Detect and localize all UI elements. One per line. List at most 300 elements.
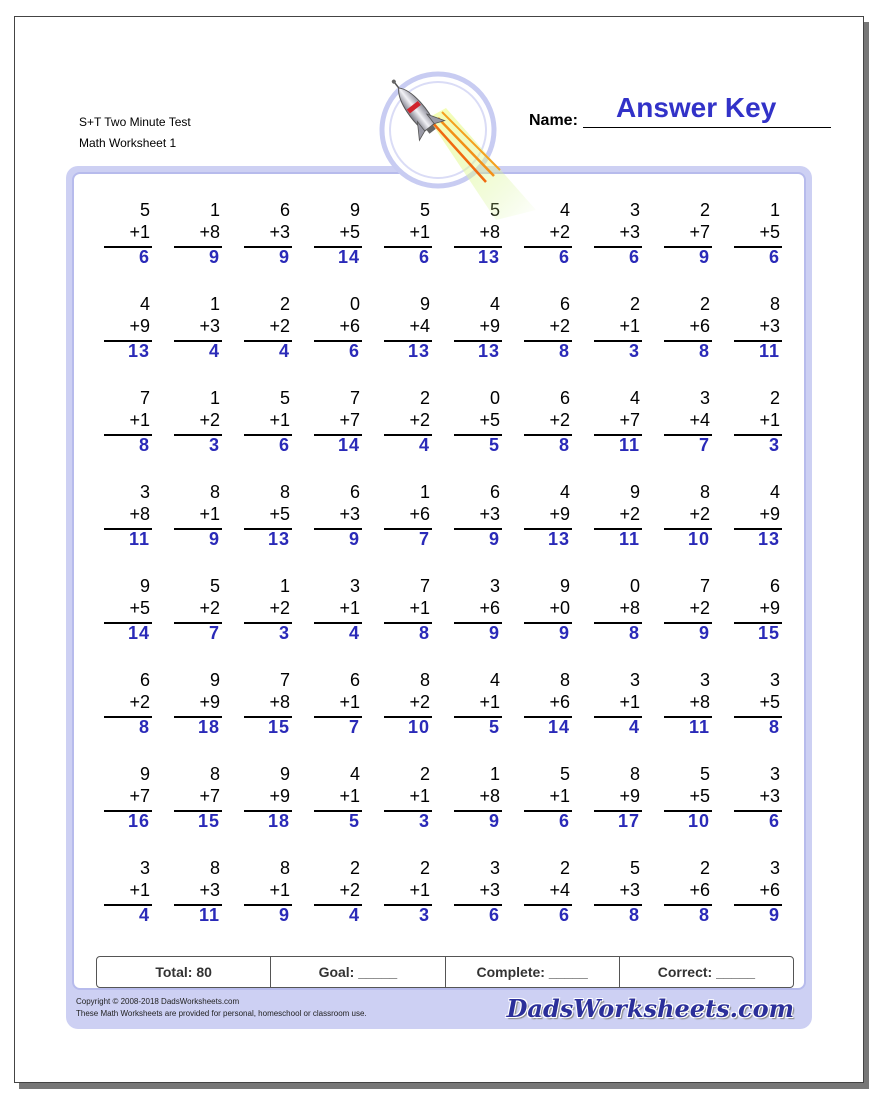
addend-top: 9 xyxy=(139,576,150,596)
answer-line xyxy=(244,716,292,718)
answer: 14 xyxy=(547,717,570,737)
addend-top: 3 xyxy=(769,858,780,878)
answer: 6 xyxy=(558,247,570,267)
math-problem xyxy=(732,200,792,280)
answer-line xyxy=(734,810,782,812)
problems-panel xyxy=(66,166,812,1029)
addend-top: 1 xyxy=(209,388,220,408)
answer-line xyxy=(734,340,782,342)
answer: 4 xyxy=(138,905,150,925)
addend-bottom: +5 xyxy=(689,786,710,806)
addend-top: 4 xyxy=(629,388,640,408)
addend-top: 4 xyxy=(489,670,500,690)
addend-top: 9 xyxy=(139,764,150,784)
math-problem xyxy=(732,576,792,656)
answer-line xyxy=(594,434,642,436)
math-problem xyxy=(102,576,162,656)
copyright-line: Copyright © 2008-2018 DadsWorksheets.com xyxy=(76,997,240,1006)
addend-bottom: +7 xyxy=(199,786,220,806)
answer-line xyxy=(174,810,222,812)
answer: 11 xyxy=(128,529,150,549)
addend-bottom: +6 xyxy=(549,692,570,712)
answer: 7 xyxy=(208,623,220,643)
math-problem xyxy=(102,764,162,844)
complete-field: Complete: _____ xyxy=(446,957,620,987)
addend-bottom: +1 xyxy=(269,410,290,430)
addend-top: 6 xyxy=(279,200,290,220)
answer: 6 xyxy=(278,435,290,455)
addend-top: 4 xyxy=(489,294,500,314)
answer: 6 xyxy=(488,905,500,925)
addend-top: 4 xyxy=(349,764,360,784)
addend-top: 6 xyxy=(769,576,780,596)
answer: 4 xyxy=(348,905,360,925)
answer-line xyxy=(174,340,222,342)
addend-bottom: +9 xyxy=(619,786,640,806)
addend-top: 9 xyxy=(559,576,570,596)
math-problem xyxy=(172,764,232,844)
answer: 4 xyxy=(418,435,430,455)
answer-line xyxy=(594,716,642,718)
answer: 8 xyxy=(628,623,640,643)
addend-bottom: +1 xyxy=(339,786,360,806)
answer: 5 xyxy=(348,811,360,831)
math-problem xyxy=(452,294,512,374)
answer: 13 xyxy=(477,247,500,267)
answer: 6 xyxy=(558,811,570,831)
addend-bottom: +3 xyxy=(339,504,360,524)
name-label: Name: xyxy=(529,112,578,129)
addend-bottom: +7 xyxy=(689,222,710,242)
addend-bottom: +3 xyxy=(199,316,220,336)
answer: 9 xyxy=(698,623,710,643)
addend-top: 2 xyxy=(279,294,290,314)
answer: 8 xyxy=(698,905,710,925)
answer-line xyxy=(734,528,782,530)
answer-line xyxy=(104,340,152,342)
answer: 9 xyxy=(768,905,780,925)
answer: 3 xyxy=(418,811,430,831)
addend-top: 9 xyxy=(209,670,220,690)
math-problem xyxy=(102,670,162,750)
addend-bottom: +6 xyxy=(409,504,430,524)
answer-line xyxy=(594,246,642,248)
math-problem xyxy=(312,764,372,844)
addend-bottom: +9 xyxy=(129,316,150,336)
answer: 6 xyxy=(628,247,640,267)
addend-bottom: +4 xyxy=(549,880,570,900)
math-problem xyxy=(172,294,232,374)
addend-bottom: +1 xyxy=(549,786,570,806)
answer-line xyxy=(174,904,222,906)
addend-top: 3 xyxy=(489,576,500,596)
answer-line xyxy=(454,434,502,436)
math-problem xyxy=(172,200,232,280)
answer: 6 xyxy=(768,811,780,831)
answer-line xyxy=(384,716,432,718)
answer-line xyxy=(594,622,642,624)
addend-bottom: +8 xyxy=(199,222,220,242)
addend-top: 4 xyxy=(559,200,570,220)
answer-line xyxy=(104,246,152,248)
math-problem xyxy=(522,294,582,374)
addend-top: 3 xyxy=(349,576,360,596)
answer-line xyxy=(384,622,432,624)
total-count: Total: 80 xyxy=(97,957,271,987)
addend-top: 5 xyxy=(559,764,570,784)
answer: 4 xyxy=(278,341,290,361)
math-problem xyxy=(172,576,232,656)
addend-top: 7 xyxy=(139,388,150,408)
addend-bottom: +1 xyxy=(129,410,150,430)
math-problem xyxy=(382,764,442,844)
math-problem xyxy=(662,482,722,562)
addend-top: 6 xyxy=(559,294,570,314)
addend-top: 9 xyxy=(629,482,640,502)
answer: 8 xyxy=(628,905,640,925)
answer-line xyxy=(664,340,712,342)
answer-line xyxy=(314,622,362,624)
answer: 9 xyxy=(208,247,220,267)
addend-top: 1 xyxy=(489,764,500,784)
answer: 3 xyxy=(768,435,780,455)
math-problem xyxy=(382,670,442,750)
addend-top: 3 xyxy=(699,388,710,408)
answer-line xyxy=(524,716,572,718)
addend-bottom: +3 xyxy=(199,880,220,900)
addend-top: 2 xyxy=(419,764,430,784)
addend-bottom: +6 xyxy=(689,880,710,900)
addend-bottom: +8 xyxy=(689,692,710,712)
name-line xyxy=(583,127,831,128)
answer: 13 xyxy=(477,341,500,361)
math-problem xyxy=(592,858,652,938)
answer-line xyxy=(244,810,292,812)
math-problem xyxy=(662,200,722,280)
addend-top: 2 xyxy=(419,858,430,878)
answer: 17 xyxy=(617,811,640,831)
addend-bottom: +3 xyxy=(479,504,500,524)
answer-line xyxy=(664,716,712,718)
answer: 11 xyxy=(618,529,640,549)
math-problem xyxy=(242,200,302,280)
addend-top: 4 xyxy=(769,482,780,502)
addend-bottom: +5 xyxy=(339,222,360,242)
addend-top: 8 xyxy=(629,764,640,784)
addend-bottom: +1 xyxy=(759,410,780,430)
addend-bottom: +2 xyxy=(689,598,710,618)
math-problem xyxy=(662,388,722,468)
answer: 16 xyxy=(127,811,150,831)
math-problem xyxy=(732,858,792,938)
math-problem xyxy=(522,576,582,656)
math-problem xyxy=(522,858,582,938)
answer-line xyxy=(664,246,712,248)
addend-bottom: +9 xyxy=(269,786,290,806)
answer: 11 xyxy=(758,341,780,361)
math-problem xyxy=(382,482,442,562)
answer-line xyxy=(314,716,362,718)
answer-line xyxy=(314,246,362,248)
math-problem xyxy=(242,858,302,938)
addend-top: 7 xyxy=(349,388,360,408)
addend-bottom: +8 xyxy=(269,692,290,712)
addend-top: 8 xyxy=(209,482,220,502)
math-problem xyxy=(102,200,162,280)
usage-line: These Math Worksheets are provided for personal, homeschool or classroom use. xyxy=(76,1009,367,1018)
math-problem xyxy=(732,294,792,374)
addend-top: 6 xyxy=(559,388,570,408)
answer: 4 xyxy=(628,717,640,737)
answer-line xyxy=(594,340,642,342)
problem-grid xyxy=(74,174,804,988)
answer-line xyxy=(384,246,432,248)
math-problem xyxy=(242,670,302,750)
addend-top: 9 xyxy=(419,294,430,314)
addend-top: 4 xyxy=(559,482,570,502)
answer-line xyxy=(244,904,292,906)
addend-top: 8 xyxy=(419,670,430,690)
addend-bottom: +2 xyxy=(269,316,290,336)
addend-bottom: +1 xyxy=(199,504,220,524)
answer-line xyxy=(594,904,642,906)
answer-line xyxy=(174,528,222,530)
math-problem xyxy=(172,670,232,750)
answer-line xyxy=(664,528,712,530)
answer-line xyxy=(454,904,502,906)
math-problem xyxy=(732,670,792,750)
addend-top: 3 xyxy=(629,670,640,690)
addend-bottom: +8 xyxy=(479,222,500,242)
addend-bottom: +8 xyxy=(479,786,500,806)
answer: 5 xyxy=(488,717,500,737)
answer: 8 xyxy=(418,623,430,643)
math-problem xyxy=(312,482,372,562)
addend-bottom: +4 xyxy=(409,316,430,336)
math-problem xyxy=(242,294,302,374)
addend-bottom: +2 xyxy=(689,504,710,524)
addend-bottom: +8 xyxy=(619,598,640,618)
answer-line xyxy=(734,716,782,718)
math-problem xyxy=(452,388,512,468)
answer-line xyxy=(664,622,712,624)
answer-line xyxy=(524,340,572,342)
addend-top: 8 xyxy=(279,858,290,878)
addend-bottom: +2 xyxy=(409,410,430,430)
goal-field: Goal: _____ xyxy=(271,957,445,987)
math-problem xyxy=(522,764,582,844)
answer: 4 xyxy=(208,341,220,361)
answer: 13 xyxy=(547,529,570,549)
answer: 11 xyxy=(618,435,640,455)
answer: 11 xyxy=(198,905,220,925)
addend-bottom: +1 xyxy=(619,692,640,712)
addend-top: 1 xyxy=(209,200,220,220)
answer-line xyxy=(454,246,502,248)
addend-top: 2 xyxy=(349,858,360,878)
addend-bottom: +3 xyxy=(759,786,780,806)
math-problem xyxy=(592,200,652,280)
answer: 9 xyxy=(488,529,500,549)
math-problem xyxy=(382,858,442,938)
addend-top: 3 xyxy=(699,670,710,690)
answer: 8 xyxy=(558,341,570,361)
answer-line xyxy=(384,434,432,436)
math-problem xyxy=(732,764,792,844)
answer-line xyxy=(314,904,362,906)
answer-line xyxy=(104,434,152,436)
answer-line xyxy=(174,622,222,624)
answer: 13 xyxy=(267,529,290,549)
addend-top: 3 xyxy=(769,670,780,690)
answer: 6 xyxy=(138,247,150,267)
math-problem xyxy=(592,388,652,468)
math-problem xyxy=(522,670,582,750)
answer: 9 xyxy=(698,247,710,267)
correct-field: Correct: _____ xyxy=(657,964,756,980)
worksheet-subtitle: Math Worksheet 1 xyxy=(79,136,177,150)
addend-top: 5 xyxy=(629,858,640,878)
answer-line xyxy=(244,622,292,624)
answer: 10 xyxy=(687,529,710,549)
math-problem xyxy=(312,858,372,938)
addend-bottom: +6 xyxy=(479,598,500,618)
addend-top: 5 xyxy=(279,388,290,408)
addend-top: 8 xyxy=(209,858,220,878)
answer: 8 xyxy=(768,717,780,737)
answer: 15 xyxy=(197,811,220,831)
addend-top: 7 xyxy=(279,670,290,690)
answer: 3 xyxy=(208,435,220,455)
answer-line xyxy=(244,528,292,530)
answer: 8 xyxy=(138,717,150,737)
addend-bottom: +2 xyxy=(619,504,640,524)
addend-bottom: +2 xyxy=(549,222,570,242)
worksheet-title: S+T Two Minute Test xyxy=(79,115,191,129)
answer-line xyxy=(314,340,362,342)
addend-bottom: +1 xyxy=(409,222,430,242)
answer: 6 xyxy=(768,247,780,267)
math-problem xyxy=(452,576,512,656)
addend-bottom: +1 xyxy=(409,598,430,618)
answer-line xyxy=(244,340,292,342)
addend-bottom: +1 xyxy=(339,692,360,712)
math-problem xyxy=(592,294,652,374)
addend-bottom: +1 xyxy=(339,598,360,618)
addend-bottom: +2 xyxy=(549,410,570,430)
answer: 8 xyxy=(698,341,710,361)
math-problem xyxy=(522,388,582,468)
math-problem xyxy=(452,764,512,844)
addend-top: 8 xyxy=(769,294,780,314)
answer-line xyxy=(454,528,502,530)
answer: 11 xyxy=(688,717,710,737)
addend-bottom: +5 xyxy=(479,410,500,430)
answer-line xyxy=(314,528,362,530)
addend-bottom: +0 xyxy=(549,598,570,618)
addend-top: 3 xyxy=(139,858,150,878)
answer-line xyxy=(104,528,152,530)
addend-top: 7 xyxy=(419,576,430,596)
addend-bottom: +9 xyxy=(199,692,220,712)
math-problem xyxy=(102,482,162,562)
answer-line xyxy=(384,340,432,342)
addend-bottom: +2 xyxy=(549,316,570,336)
addend-bottom: +7 xyxy=(619,410,640,430)
addend-bottom: +3 xyxy=(479,880,500,900)
addend-top: 8 xyxy=(209,764,220,784)
addend-top: 0 xyxy=(349,294,360,314)
answer: 13 xyxy=(757,529,780,549)
answer-line xyxy=(104,810,152,812)
math-problem xyxy=(732,388,792,468)
copyright xyxy=(76,996,367,1020)
answer: 7 xyxy=(348,717,360,737)
math-problem xyxy=(312,294,372,374)
answer: 9 xyxy=(488,623,500,643)
math-problem xyxy=(662,858,722,938)
answer: 10 xyxy=(687,811,710,831)
addend-bottom: +5 xyxy=(129,598,150,618)
rocket-icon xyxy=(376,70,546,220)
addend-top: 6 xyxy=(139,670,150,690)
addend-top: 9 xyxy=(349,200,360,220)
answer-line xyxy=(734,904,782,906)
addend-bottom: +2 xyxy=(409,692,430,712)
math-problem xyxy=(172,858,232,938)
math-problem xyxy=(242,388,302,468)
answer: 13 xyxy=(407,341,430,361)
answer-line xyxy=(454,340,502,342)
addend-top: 5 xyxy=(699,764,710,784)
math-problem xyxy=(102,388,162,468)
addend-bottom: +7 xyxy=(339,410,360,430)
math-problem xyxy=(592,576,652,656)
addend-bottom: +1 xyxy=(479,692,500,712)
addend-bottom: +9 xyxy=(549,504,570,524)
addend-top: 1 xyxy=(419,482,430,502)
addend-top: 0 xyxy=(489,388,500,408)
addend-top: 2 xyxy=(699,294,710,314)
addend-top: 2 xyxy=(629,294,640,314)
answer: 9 xyxy=(348,529,360,549)
addend-bottom: +5 xyxy=(759,222,780,242)
math-problem xyxy=(382,294,442,374)
addend-bottom: +3 xyxy=(269,222,290,242)
answer-line xyxy=(384,904,432,906)
answer-line xyxy=(734,622,782,624)
answer-line xyxy=(664,904,712,906)
addend-top: 5 xyxy=(419,200,430,220)
math-problem xyxy=(382,576,442,656)
answer-line xyxy=(594,528,642,530)
answer: 7 xyxy=(698,435,710,455)
math-problem xyxy=(172,482,232,562)
answer: 15 xyxy=(757,623,780,643)
answer: 9 xyxy=(488,811,500,831)
addend-bottom: +3 xyxy=(619,880,640,900)
answer-line xyxy=(524,904,572,906)
answer-line xyxy=(664,434,712,436)
answer: 14 xyxy=(337,247,360,267)
addend-top: 1 xyxy=(209,294,220,314)
math-problem xyxy=(592,764,652,844)
addend-bottom: +1 xyxy=(129,222,150,242)
answer-line xyxy=(734,246,782,248)
answer: 6 xyxy=(558,905,570,925)
answer-line xyxy=(454,716,502,718)
answer: 4 xyxy=(348,623,360,643)
